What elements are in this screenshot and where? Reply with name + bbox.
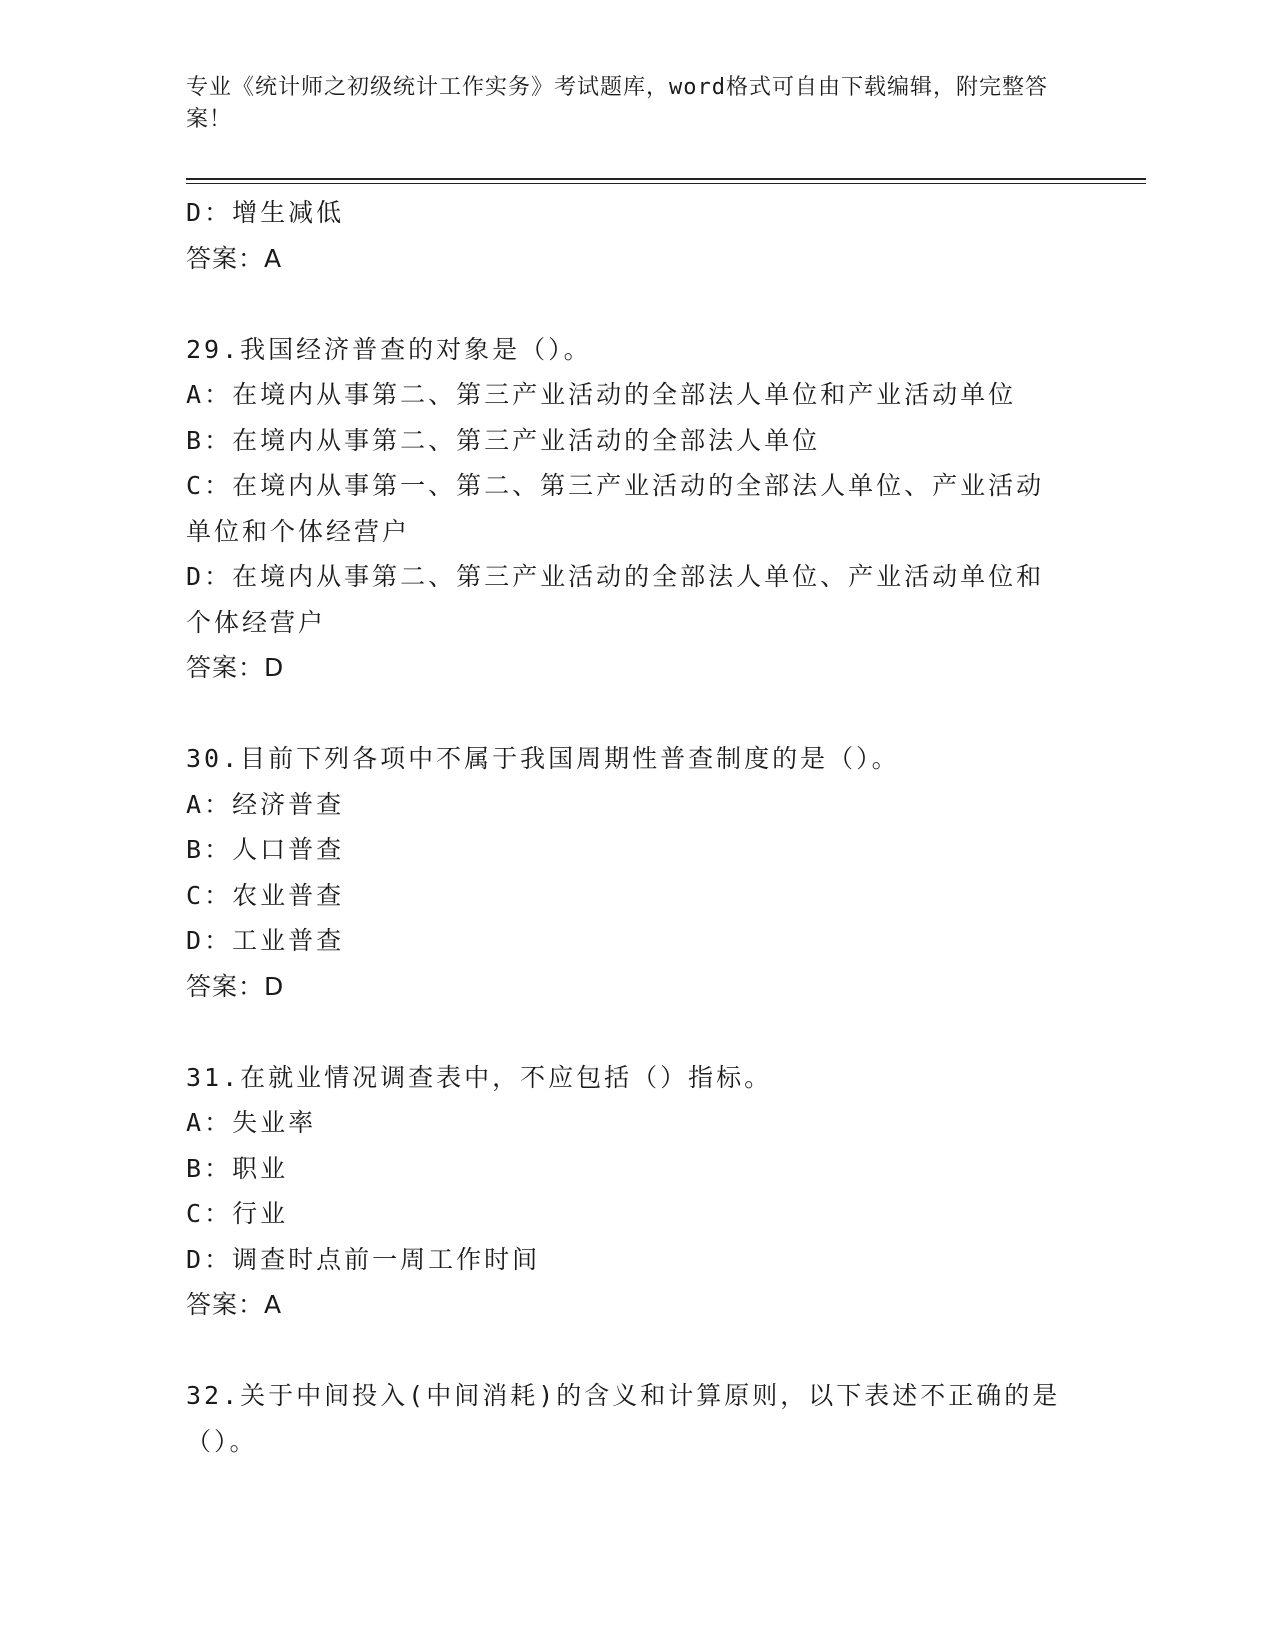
option-separator: ：	[204, 471, 233, 500]
question-number: 32.	[186, 1381, 241, 1410]
option-line	[186, 782, 1066, 828]
question-number: 30.	[186, 744, 241, 773]
option-text: 在境内从事第二、第三产业活动的全部法人单位	[232, 425, 821, 455]
question-stem	[186, 736, 1066, 782]
question-text: 我国经济普查的对象是（）。	[240, 334, 592, 364]
option-separator: ：	[204, 835, 233, 864]
option-text: 在境内从事第二、第三产业活动的全部法人单位和产业活动单位	[232, 380, 1017, 409]
question-text: 关于中间投入(中间消耗)的含义和计算原则，以下表述不正确的是（）。	[186, 1381, 1061, 1456]
answer-value: A	[264, 1290, 283, 1319]
answer-label: 答案：	[186, 653, 265, 682]
option-line	[186, 418, 1066, 464]
option-line	[186, 463, 1066, 554]
question-text: 目前下列各项中不属于我国周期性普查制度的是（）。	[240, 744, 900, 773]
answer-label: 答案：	[186, 243, 265, 273]
option-line	[186, 554, 1066, 645]
option-line	[186, 827, 1066, 873]
document-header	[186, 72, 1066, 136]
option-line	[186, 873, 1066, 919]
option-line	[186, 918, 1066, 964]
answer-label: 答案：	[186, 971, 265, 1001]
option-label: D	[186, 1244, 205, 1274]
option-text: 人口普查	[232, 835, 345, 864]
option-label: B	[186, 1153, 205, 1183]
spacer	[186, 691, 1066, 737]
option-text: 行业	[232, 1199, 289, 1228]
question-number: 29.	[186, 334, 241, 364]
spacer	[186, 1328, 1066, 1374]
option-text: 失业率	[232, 1108, 317, 1137]
option-text: 农业普查	[232, 880, 345, 910]
option-separator: ：	[204, 380, 233, 409]
option-text: 工业普查	[232, 926, 345, 955]
option-line	[186, 1191, 1066, 1237]
spacer	[186, 281, 1066, 327]
option-separator: ：	[204, 926, 233, 955]
header-text: 专业《统计师之初级统计工作实务》考试题库，word格式可自由下载编辑，附完整答案！	[186, 75, 1048, 132]
option-separator: ：	[204, 880, 233, 910]
answer-value: D	[264, 653, 285, 682]
option-label: A	[186, 1108, 205, 1137]
option-separator: ：	[204, 425, 233, 455]
option-text: 增生减低	[232, 198, 345, 227]
option-separator: ：	[204, 1199, 233, 1228]
answer-value: D	[264, 971, 285, 1001]
option-label: D	[186, 562, 205, 591]
answer-line	[186, 645, 1066, 691]
answer-line	[186, 236, 1066, 282]
option-label: C	[186, 880, 205, 910]
answer-label: 答案：	[186, 1290, 265, 1319]
option-label: D	[186, 926, 205, 955]
option-separator: ：	[204, 789, 233, 819]
option-text: 调查时点前一周工作时间	[232, 1244, 541, 1274]
option-separator: ：	[204, 562, 233, 591]
question-stem	[186, 1055, 1066, 1101]
option-label: C	[186, 1199, 205, 1228]
option-line	[186, 1100, 1066, 1146]
question-list	[186, 190, 1066, 1464]
option-label: D	[186, 198, 205, 227]
option-line	[186, 1146, 1066, 1192]
option-line	[186, 372, 1066, 418]
header-rule-thin	[186, 183, 1146, 184]
option-separator: ：	[204, 1244, 233, 1274]
option-separator: ：	[204, 198, 233, 227]
option-text: 职业	[232, 1153, 289, 1183]
option-label: A	[186, 789, 205, 819]
option-line	[186, 190, 1066, 236]
question-number: 31.	[186, 1062, 241, 1092]
option-label: A	[186, 380, 205, 409]
option-separator: ：	[204, 1153, 233, 1183]
question-text: 在就业情况调查表中，不应包括（）指标。	[240, 1062, 773, 1092]
option-text: 在境内从事第二、第三产业活动的全部法人单位、产业活动单位和个体经营户	[186, 562, 1045, 637]
question-stem	[186, 327, 1066, 373]
option-line	[186, 1237, 1066, 1283]
option-label: B	[186, 835, 205, 864]
option-text: 在境内从事第一、第二、第三产业活动的全部法人单位、产业活动单位和个体经营户	[186, 471, 1045, 546]
answer-value: A	[264, 243, 283, 273]
header-rule-thick	[186, 178, 1146, 180]
spacer	[186, 1009, 1066, 1055]
option-separator: ：	[204, 1108, 233, 1137]
answer-line	[186, 1282, 1066, 1328]
option-text: 经济普查	[232, 789, 345, 819]
answer-line	[186, 964, 1066, 1010]
question-stem	[186, 1373, 1066, 1464]
option-label: C	[186, 471, 205, 500]
option-label: B	[186, 425, 205, 455]
